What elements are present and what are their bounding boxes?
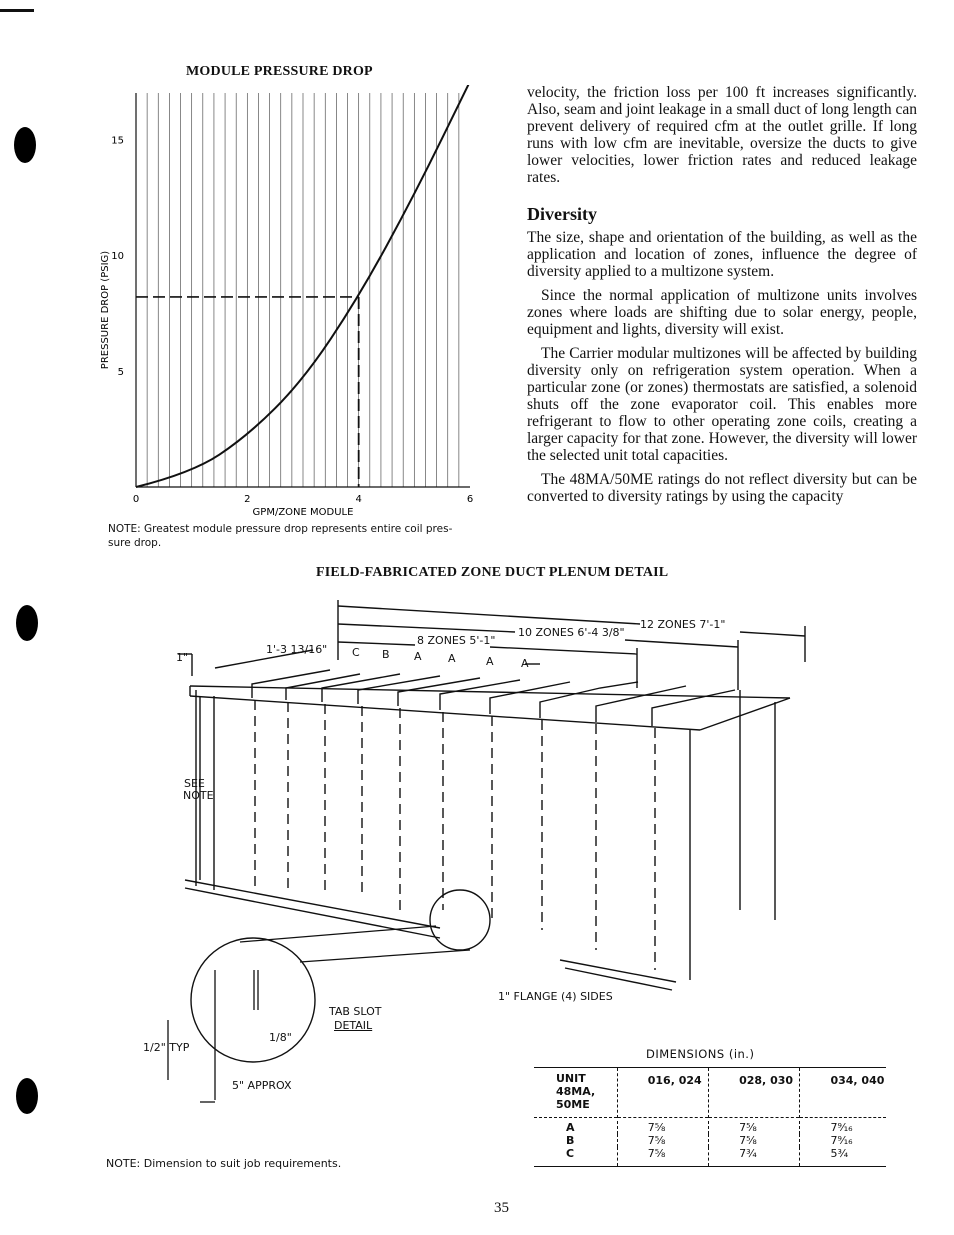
- table-row: [534, 1134, 886, 1147]
- label-1-inch: 1": [176, 651, 189, 664]
- cell: 7⁹⁄₁₆: [800, 1134, 886, 1147]
- header-016: 016, 024: [617, 1068, 708, 1118]
- cell: 7¾: [709, 1147, 800, 1166]
- row-label: B: [566, 1134, 575, 1147]
- chart-note-line1: NOTE: Greatest module pressure drop represents entire coil pres-: [108, 523, 453, 535]
- x-tick-label: 6: [466, 494, 474, 505]
- paragraph-ratings: The 48MA/50ME ratings do not reflect diversity but can be converted to diversity ratings by using the capacity: [527, 471, 917, 505]
- dimensions-table: [534, 1068, 886, 1166]
- plenum-title: FIELD-FABRICATED ZONE DUCT PLENUM DETAIL: [316, 565, 669, 580]
- paragraph-building: The size, shape and orientation of the building, as well as the application and location of zones, influence the degree of diversity applied to a multizone system.: [527, 229, 917, 280]
- dimensions-table-wrapper: [534, 1067, 886, 1167]
- dimensions-title: DIMENSIONS (in.): [646, 1047, 755, 1061]
- label-a-2: A: [448, 652, 456, 665]
- label-eighth-inch: 1/8": [269, 1031, 292, 1044]
- cell: 7⅝: [617, 1147, 708, 1166]
- diversity-heading: Diversity: [527, 204, 597, 224]
- label-1-3-13-16: 1'-3 13/16": [266, 643, 328, 656]
- label-5-approx: 5" APPROX: [232, 1079, 292, 1092]
- header-028: 028, 030: [709, 1068, 800, 1118]
- x-tick-label: 0: [132, 494, 140, 505]
- chart-note-line2: sure drop.: [108, 537, 162, 549]
- label-12-zones: 12 ZONES 7'-1": [640, 618, 726, 631]
- label-a-1: A: [414, 650, 422, 663]
- label-a-4: A: [521, 657, 529, 670]
- y-axis-label: PRESSURE DROP (PSIG): [100, 250, 111, 370]
- pressure-drop-chart: [90, 85, 490, 525]
- binder-hole-top: [14, 127, 36, 163]
- label-half-inch-typ: 1/2" TYP: [143, 1041, 190, 1054]
- label-10-zones: 10 ZONES 6'-4 3/8": [518, 626, 625, 639]
- x-tick-label: 4: [355, 494, 362, 505]
- table-header-row: [534, 1068, 886, 1118]
- cell: 7⁹⁄₁₆: [800, 1121, 886, 1134]
- table-row: [534, 1121, 886, 1134]
- y-tick-label: 5: [117, 367, 124, 379]
- cell: 7⅝: [617, 1134, 708, 1147]
- header-rule: [0, 9, 34, 12]
- label-flange: 1" FLANGE (4) SIDES: [498, 990, 613, 1003]
- label-8-zones: 8 ZONES 5'-1": [417, 634, 496, 647]
- plenum-note: NOTE: Dimension to suit job requirements.: [106, 1157, 342, 1170]
- label-tab-slot: TAB SLOT: [329, 1005, 382, 1018]
- x-tick-label: 2: [244, 494, 251, 505]
- header-034: 034, 040: [800, 1068, 886, 1118]
- paragraph-velocity: velocity, the friction loss per 100 ft increases significantly. Also, seam and joint leakage in a small duct of long length can prevent delivery of required cfm at the outlet grille. If long runs with low cfm are inevitable, oversize the ducts to give lower velocities, lower friction rates and reduced leakage rates.: [527, 84, 917, 186]
- page-number: 35: [494, 1200, 509, 1216]
- label-note: NOTE: [183, 789, 214, 802]
- cell: 7⅝: [709, 1121, 800, 1134]
- header-unit: UNIT 48MA, 50ME: [556, 1072, 596, 1111]
- label-c: C: [352, 646, 360, 659]
- label-a-3: A: [486, 655, 494, 668]
- cell: 7⅝: [617, 1121, 708, 1134]
- label-detail: DETAIL: [334, 1019, 373, 1032]
- x-axis-label: GPM/ZONE MODULE: [252, 507, 354, 518]
- row-label: A: [566, 1121, 575, 1134]
- y-tick-label: 10: [111, 251, 124, 263]
- label-see: SEE: [184, 777, 205, 790]
- right-column: [527, 84, 917, 505]
- y-tick-label: 15: [111, 135, 124, 147]
- label-b: B: [382, 648, 390, 661]
- cell: 5¾: [800, 1147, 886, 1166]
- cell: 7⅝: [709, 1134, 800, 1147]
- row-label: C: [566, 1147, 575, 1160]
- table-row: [534, 1147, 886, 1166]
- chart-title: MODULE PRESSURE DROP: [186, 64, 373, 79]
- paragraph-carrier: The Carrier modular multizones will be affected by building diversity only on refrigeration system operation. When a particular zone (or zones) thermostats are satisfied, a solenoid shuts off the zone evaporator coil. This enables more refrigerant to flow to other operating zone coils, creating a larger capacity for that zone. However, the diversity will lower the selected unit total capacities.: [527, 345, 917, 464]
- paragraph-loads: Since the normal application of multizone units involves zones where loads are shifting due to solar energy, people, equipment and lights, diversity will exist.: [527, 287, 917, 338]
